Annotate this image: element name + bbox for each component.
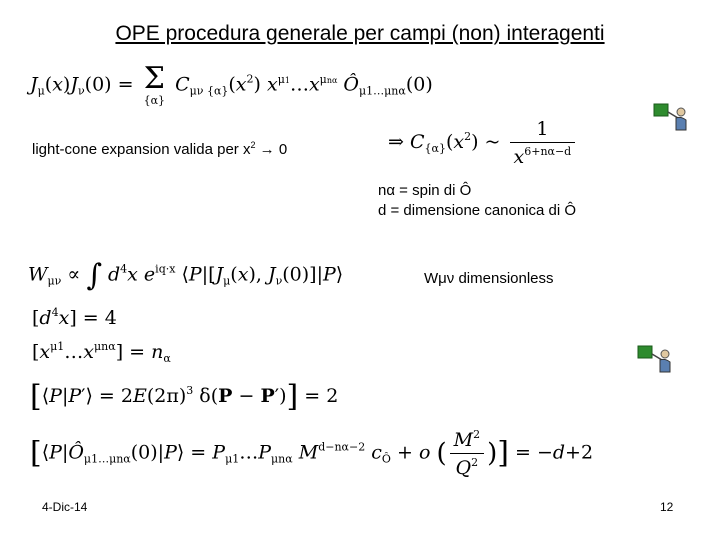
w-dimensionless-note: Wμν dimensionless <box>424 270 554 287</box>
dim-d4x: $[d^4x] = 4$ <box>32 306 117 329</box>
w-formula: $W_{\mu\nu}$ ∝ ∫ $d^4x$ $e^{iq\cdot x}$ $⟨P|[J_\mu(x)$, $J_\nu(0)]|P⟩$ <box>28 258 344 293</box>
pointer-figure-icon <box>652 100 694 134</box>
dim-matrix-element: [$⟨P|Ô_{\mu 1\dots\mu n\alpha}(0)|P⟩$ = $P_{\mu 1}\dots P_{\mu n\alpha}$ $M^{d-n\alpha-2}$ $c_Ô + o$ ( $\frac{M^2}{Q^2}$ )] = −d+2 <box>30 428 594 479</box>
light-cone-text: light-cone expansion valida per $x^2 \to 0$ <box>32 140 288 158</box>
slide-title: OPE procedura generale per campi (non) interagenti <box>115 22 605 45</box>
pointer-figure-icon <box>636 342 678 376</box>
d-definition: d = dimensione canonica di Ô <box>378 202 577 219</box>
ope-formula: $J_\mu(x)J_\nu(0)$ = Σ {α} $C_{\mu\nu \{\alpha\}}(x^2)$ $x^{\mu 1}\dots x^{\mu n\alpha}$ $Ô_{\mu 1\dots\mu n\alpha}(0)$ <box>30 61 433 107</box>
n-alpha-definition: nα = spin di Ô <box>378 182 472 199</box>
footer-date: 4-Dic-14 <box>42 500 88 514</box>
dim-x-product: $[x^{\mu 1}\dots x^{\mu n\alpha}] = n_\alpha$ <box>32 340 171 365</box>
dim-normalization: [⟨P|P′⟩ = $2E(2\pi)^3$ δ(P − P′)] = 2 <box>30 379 339 414</box>
page-number: 12 <box>660 500 674 514</box>
scaling-formula: ⇒ $C_{\{\alpha\}}(x^2)$ ~ $\frac{1}{x^{6+n\alpha-d}}$ <box>388 118 578 168</box>
